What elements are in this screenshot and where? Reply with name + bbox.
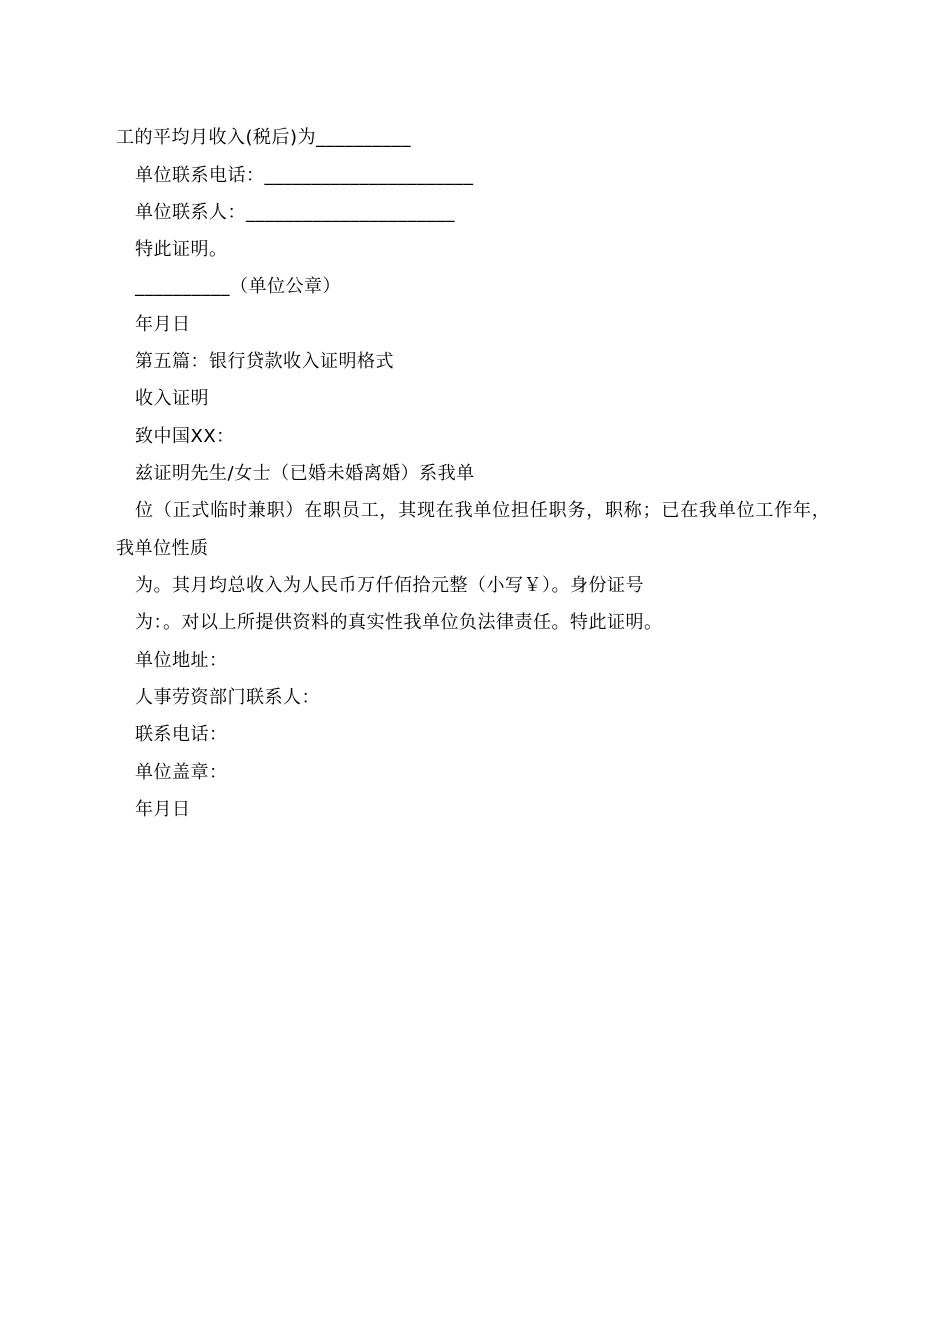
body-paragraph-line: 兹证明先生/女士（已婚未婚离婚）系我单 bbox=[135, 463, 475, 484]
unit-stamp-line: 单位盖章： bbox=[135, 762, 228, 783]
certify-line: 特此证明。 bbox=[135, 239, 228, 260]
body-paragraph-line: 为。其月均总收入为人民币万仟佰拾元整（小写￥）。身份证号 bbox=[135, 575, 644, 596]
recipient-line: 致中国XX： bbox=[135, 426, 235, 447]
body-paragraph-line: 我单位性质 bbox=[116, 538, 209, 559]
hr-contact-line: 人事劳资部门联系人： bbox=[135, 687, 320, 708]
body-paragraph-line: 位（正式临时兼职）在职员工，其现在我单位担任职务，职称；已在我单位工作年， bbox=[135, 500, 831, 521]
unit-address-line: 单位地址： bbox=[135, 650, 228, 671]
contact-phone-line: 联系电话： bbox=[135, 724, 228, 745]
certificate-title: 收入证明 bbox=[135, 388, 209, 409]
section-heading: 第五篇：银行贷款收入证明格式 bbox=[135, 351, 394, 372]
unit-seal-line: __________（单位公章） bbox=[135, 276, 341, 297]
body-paragraph-line: 为：。对以上所提供资料的真实性我单位负法律责任。特此证明。 bbox=[135, 612, 663, 633]
date-line: 年月日 bbox=[135, 799, 191, 820]
unit-phone-line: 单位联系电话：______________________ bbox=[135, 165, 474, 186]
income-line: 工的平均月收入(税后)为__________ bbox=[116, 127, 412, 148]
date-line: 年月日 bbox=[135, 314, 191, 335]
unit-contact-line: 单位联系人：______________________ bbox=[135, 202, 455, 223]
